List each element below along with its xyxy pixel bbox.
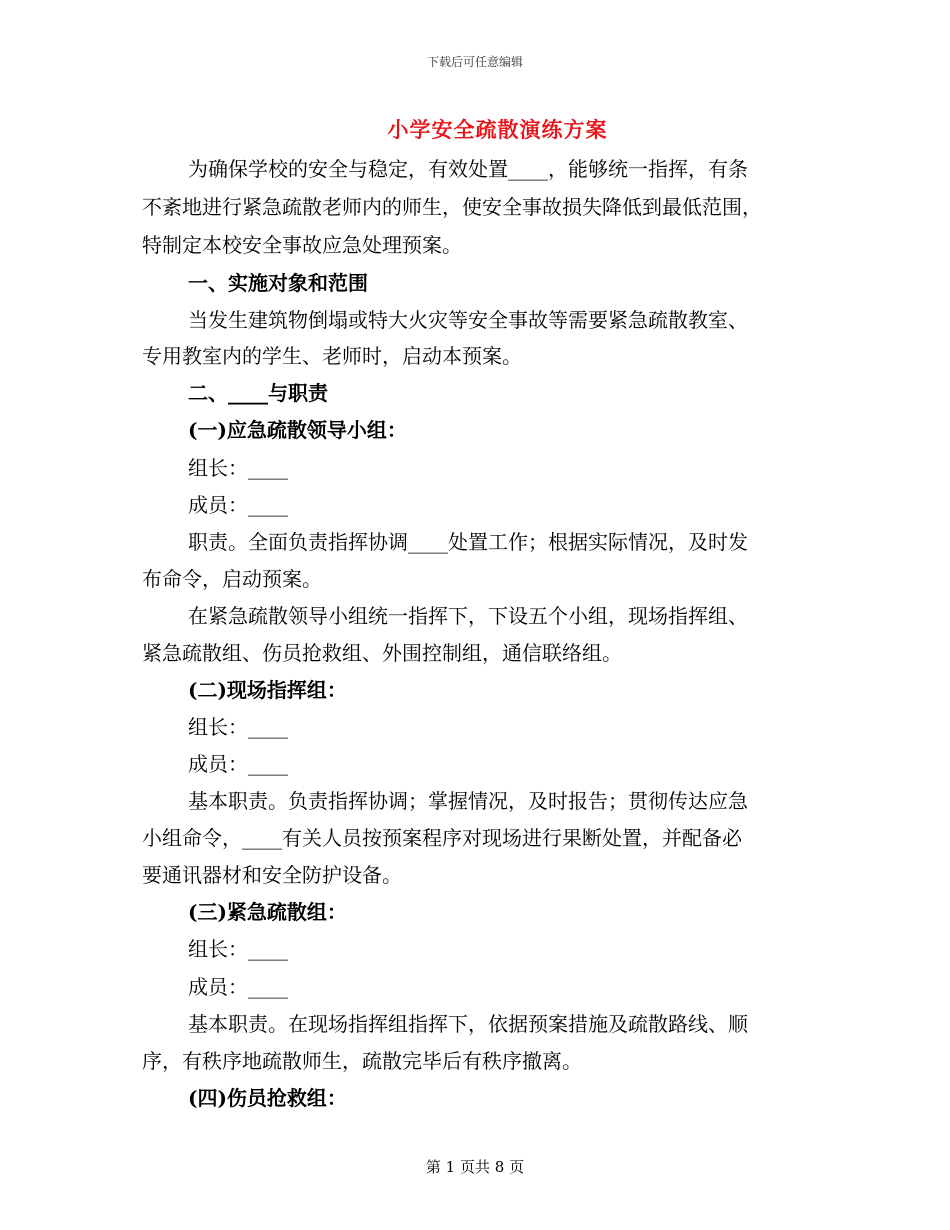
paragraph-line: 特制定本校安全事故应急处理预案。 [142,233,462,257]
subsection-heading: (二)现场指挥组： [188,678,347,702]
paragraph-line: 当发生建筑物倒塌或特大火灾等安全事故等需要紧急疏散教室、 [188,308,748,332]
paragraph-line: 不紊地进行紧急疏散老师内的师生，使安全事故损失降低到最低范围， [142,195,762,219]
page-footer: 第 1 页共 8 页 [425,1158,525,1176]
field-line: 组长：____ [188,937,288,961]
field-line: 组长：____ [188,715,288,739]
paragraph-line: 序，有秩序地疏散师生，疏散完毕后有秩序撤离。 [142,1049,582,1073]
subsection-heading: (三)紧急疏散组： [188,900,347,924]
subsection-heading: (一)应急疏散领导小组： [188,418,407,442]
paragraph-line: 专用教室内的学生、老师时，启动本预案。 [142,344,522,368]
field-line: 组长：____ [188,456,288,480]
paragraph-line: 职责。全面负责指挥协调____处置工作；根据实际情况，及时发 [188,530,748,554]
section-heading: 一、实施对象和范围 [188,271,368,295]
paragraph-line: 要通讯器材和安全防护设备。 [142,863,402,887]
field-line: 成员：____ [188,975,288,999]
paragraph-line: 紧急疏散组、伤员抢救组、外围控制组，通信联络组。 [142,641,622,665]
section-heading: 二、____与职责 [188,381,328,405]
paragraph-line: 小组命令，____有关人员按预案程序对现场进行果断处置，并配备必 [142,826,742,850]
header-note: 下载后可任意编辑 [426,55,523,69]
paragraph-line: 布命令，启动预案。 [142,567,322,591]
paragraph-line: 为确保学校的安全与稳定，有效处置____，能够统一指挥，有条 [188,157,748,181]
paragraph-line: 在紧急疏散领导小组统一指挥下，下设五个小组，现场指挥组、 [188,604,748,628]
field-line: 成员：____ [188,493,288,517]
field-line: 成员：____ [188,752,288,776]
document-title: 小学安全疏散演练方案 [387,117,608,142]
paragraph-line: 基本职责。在现场指挥组指挥下，依据预案措施及疏散路线、顺 [188,1012,748,1036]
paragraph-line: 基本职责。负责指挥协调；掌握情况，及时报告；贯彻传达应急 [188,789,748,813]
subsection-heading: (四)伤员抢救组： [188,1086,347,1110]
